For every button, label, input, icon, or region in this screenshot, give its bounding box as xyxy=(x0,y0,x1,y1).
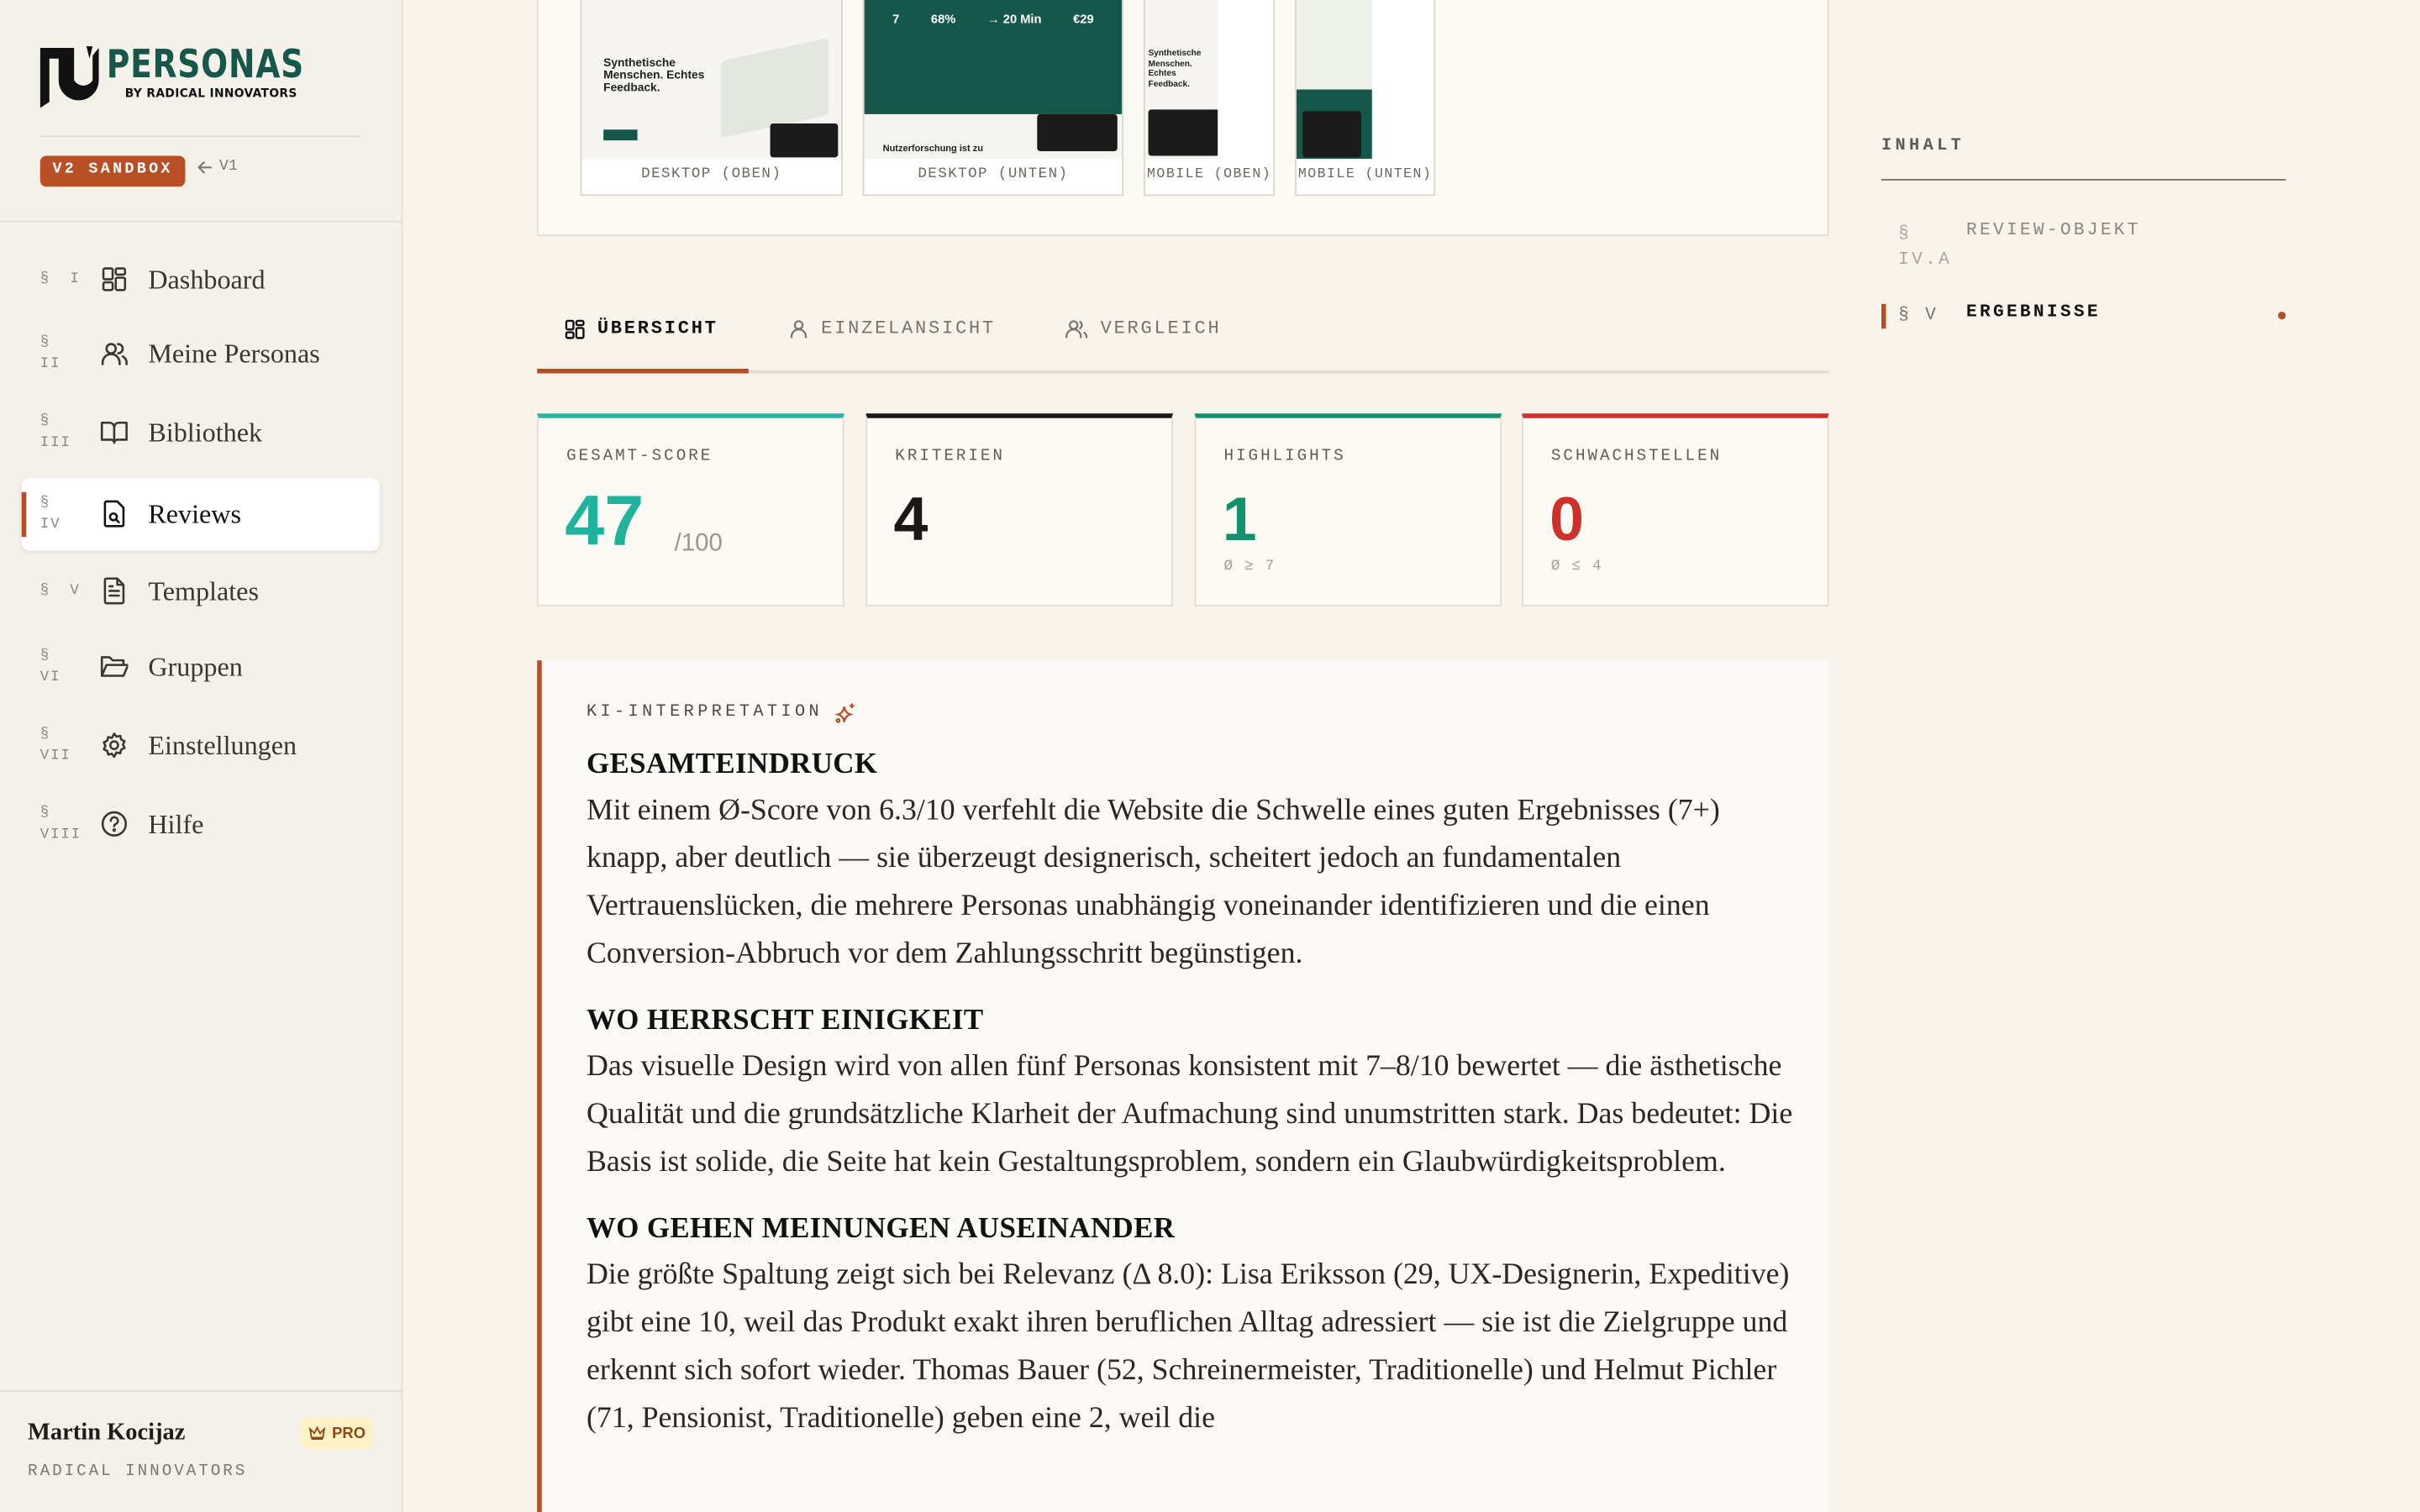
nav-label: Einstellungen xyxy=(148,729,297,761)
file-text-icon xyxy=(100,577,128,605)
screenshot-image xyxy=(865,0,1123,159)
dashboard-icon xyxy=(565,318,585,339)
tab-label: EINZELANSICHT xyxy=(821,318,996,340)
nav-label: Dashboard xyxy=(148,264,266,295)
toc-section-number: § IV.A xyxy=(1898,223,1953,270)
screenshot-label: DESKTOP (OBEN) xyxy=(641,165,782,182)
stat-label: GESAMT-SCORE xyxy=(566,447,713,466)
screenshot-desktop-top[interactable] xyxy=(581,0,843,196)
crown-icon xyxy=(309,1425,326,1441)
back-to-v1-link[interactable] xyxy=(196,159,238,176)
ai-interpretation-label xyxy=(587,702,856,724)
screenshot-label: MOBILE (UNTEN) xyxy=(1297,166,1433,182)
user-company: RADICAL INNOVATORS xyxy=(28,1462,248,1482)
stat-value: 47 xyxy=(565,480,644,560)
section-text: Das visuelle Design wird von allen fünf Personas konsistent mit 7–8/10 bewertet — die ästhetische Qualität und die grundsätzliche Klarheit der Aufmachung sind unumstritten stark. Das bedeutet: Die Basis ist solide, die Seite hat kein Gestaltungsproblem, sondern ein Glaubwürdigkeitsproblem. xyxy=(586,1050,1793,1179)
nav-section-number: § II xyxy=(39,333,61,372)
divider xyxy=(0,221,402,223)
screenshot-mobile-bottom[interactable] xyxy=(1295,0,1435,196)
section-text: Mit einem Ø-Score von 6.3/10 verfehlt die Website die Schwelle eines guten Ergebnisses (7+) knapp, aber deutlich — sie überzeugt designerisch, scheitert jedoch an fundamentalen Vertrauenslücken, die mehrere Personas unabhängig voneinander identifizieren und die einen Conversion-Abbruch vor dem Zahlungsschritt begünstigen. xyxy=(586,794,1720,971)
logo-tagline: BY RADICAL INNOVATORS xyxy=(124,86,297,101)
stat-value: 1 xyxy=(1222,486,1257,554)
tab-label: ÜBERSICHT xyxy=(597,318,718,340)
nav-section-number: § VI xyxy=(39,646,61,685)
nav-section-number: § IV xyxy=(39,493,61,533)
screenshot-stat: 68% xyxy=(930,12,956,27)
version-badge: V2 SANDBOX xyxy=(40,156,186,187)
screenshot-stat: €29 xyxy=(1073,12,1094,27)
screenshot-mobile-top[interactable] xyxy=(1144,0,1275,196)
sidebar-item-bibliothek[interactable] xyxy=(22,396,380,469)
nav-section-number: § III xyxy=(39,412,71,451)
toc-divider xyxy=(1881,179,2286,181)
stat-card-criteria xyxy=(865,413,1173,606)
stat-label: SCHWACHSTELLEN xyxy=(1550,447,1723,466)
stat-card-highlights xyxy=(1195,413,1502,606)
ai-label-text: KI-INTERPRETATION xyxy=(586,703,823,722)
section-text: Die größte Spaltung zeigt sich bei Relevanz (Δ 8.0): Lisa Eriksson (29, UX-Designerin, Expeditive) gibt eine 10, weil das Produkt exakt ihren beruflichen Alltag adressiert — sie ist die Zielgruppe und erkennt sich sofort wieder. Thomas Bauer (52, Schreinermeister, Traditionelle) und Helmut Pichler (71, Pensionist, Traditionelle) geben eine 2, weil die xyxy=(586,1258,1790,1436)
screenshot-stat: 7 xyxy=(892,12,900,27)
nav-label: Gruppen xyxy=(148,651,243,682)
sidebar-item-reviews[interactable] xyxy=(22,478,380,550)
ai-interpretation-panel xyxy=(537,660,1828,1512)
nav-section-number: § I xyxy=(39,270,81,287)
sidebar-item-meine-personas[interactable] xyxy=(22,318,380,390)
screenshot-label: MOBILE (OBEN) xyxy=(1147,166,1272,182)
sparkle-icon xyxy=(835,702,857,724)
book-icon xyxy=(100,418,128,446)
stat-suffix: /100 xyxy=(674,530,723,558)
screenshot-image xyxy=(1145,0,1218,159)
stat-note: Ø ≥ 7 xyxy=(1223,557,1276,575)
toc-label: ERGEBNISSE xyxy=(1966,302,2101,323)
screenshot-headline: Synthetische Menschen. Echtes Feedback. xyxy=(1148,49,1202,89)
view-tabs xyxy=(537,302,1828,373)
sidebar-item-templates[interactable] xyxy=(22,555,380,627)
screenshot-headline: Nutzerforschung ist zu xyxy=(882,144,984,155)
tab-label: VERGLEICH xyxy=(1100,318,1222,340)
nav-section-number: § VII xyxy=(39,725,71,764)
stat-card-total-score xyxy=(537,413,844,606)
section-heading: WO HERRSCHT EINIGKEIT xyxy=(586,1004,984,1037)
tab-vergleich[interactable] xyxy=(1065,318,1221,339)
sidebar xyxy=(0,0,402,1512)
nav-label: Templates xyxy=(148,575,259,606)
nav-label: Reviews xyxy=(148,498,242,530)
toc-section-number: § V xyxy=(1898,305,1939,326)
screenshot-image xyxy=(581,0,841,159)
screenshot-stat: → 20 Min xyxy=(986,12,1042,27)
folder-icon xyxy=(100,653,128,680)
back-link-label: V1 xyxy=(218,159,238,176)
divider xyxy=(0,1390,402,1392)
file-search-icon xyxy=(100,500,128,528)
active-tab-indicator xyxy=(537,369,749,374)
tab-einzelansicht[interactable] xyxy=(789,318,996,339)
nav-label: Hilfe xyxy=(148,808,204,840)
screenshot-headline: Synthetische Menschen. Echtes Feedback. xyxy=(603,55,705,95)
stat-label: KRITERIEN xyxy=(895,447,1005,466)
arrow-left-icon xyxy=(196,159,213,176)
stat-label: HIGHLIGHTS xyxy=(1223,447,1346,466)
user-icon xyxy=(789,318,809,339)
stat-note: Ø ≤ 4 xyxy=(1550,557,1603,575)
sidebar-item-einstellungen[interactable] xyxy=(22,710,380,782)
help-icon xyxy=(100,810,128,837)
nav-section-number: § V xyxy=(39,581,81,599)
review-object-card xyxy=(537,0,1828,236)
active-indicator xyxy=(1881,304,1886,328)
ai-interpretation-body xyxy=(587,748,1806,1469)
screenshot-desktop-bottom[interactable] xyxy=(863,0,1123,196)
stat-value: 0 xyxy=(1549,486,1584,554)
sidebar-item-hilfe[interactable] xyxy=(22,789,380,861)
section-heading: GESAMTEINDRUCK xyxy=(586,748,878,781)
nav-label: Meine Personas xyxy=(148,338,320,369)
plan-badge xyxy=(301,1418,373,1449)
section-heading: WO GEHEN MEINUNGEN AUSEINANDER xyxy=(586,1212,1176,1246)
toc-title: INHALT xyxy=(1881,137,1965,156)
tab-uebersicht[interactable] xyxy=(565,318,718,339)
toc-item-ergebnisse[interactable] xyxy=(1881,302,2286,328)
dashboard-icon xyxy=(100,265,128,293)
screenshot-image xyxy=(1297,0,1372,159)
nav-section-number: § VIII xyxy=(39,803,82,843)
sidebar-item-dashboard[interactable] xyxy=(22,244,380,316)
logo-wordmark: PERSONAS xyxy=(106,41,304,87)
sidebar-item-gruppen[interactable] xyxy=(22,631,380,703)
active-dot-icon xyxy=(2278,312,2286,319)
logo-mark-icon xyxy=(40,43,102,108)
stat-card-weaknesses xyxy=(1522,413,1829,606)
screenshot-label: DESKTOP (UNTEN) xyxy=(918,165,1069,182)
users-icon xyxy=(100,339,128,367)
toc-label: REVIEW-OBJEKT xyxy=(1966,220,2141,241)
user-name: Martin Kocijaz xyxy=(28,1419,186,1446)
toc-item-review-objekt[interactable] xyxy=(1881,221,2286,273)
logo[interactable] xyxy=(40,43,348,108)
gear-icon xyxy=(100,732,128,759)
users-icon xyxy=(1065,318,1088,339)
nav-label: Bibliothek xyxy=(148,416,263,448)
plan-label: PRO xyxy=(332,1425,366,1442)
stat-value: 4 xyxy=(893,486,929,554)
divider xyxy=(40,136,361,138)
